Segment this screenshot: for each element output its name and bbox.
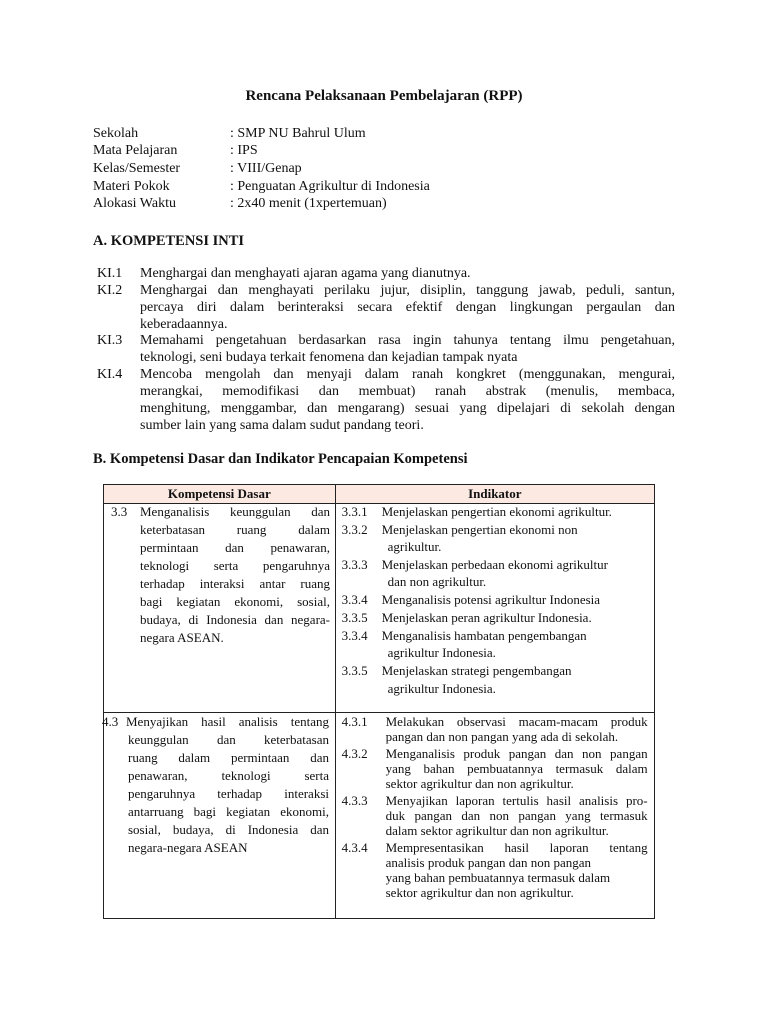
kd-cell	[104, 713, 336, 919]
indicator-code: 3.3.5	[341, 610, 368, 625]
info-value-kelas-semester: : VIII/Genap	[230, 161, 302, 176]
kd-text-line: Menyajikan hasil analisis tentang	[126, 714, 329, 729]
kd-text-line: teknologi serta pengaruhnya	[140, 558, 330, 573]
document-title: Rencana Pelaksanaan Pembelajaran (RPP)	[245, 88, 523, 104]
indicator-code: 3.3.2	[341, 522, 368, 537]
indicator-text: dan non agrikultur.	[387, 574, 487, 589]
kd-text-line: bagi kegiatan ekonomi, sosial,	[140, 594, 330, 609]
indicator-text: Menganalisis produk pangan dan non pangan	[385, 746, 648, 761]
indicator-text: yang bahan pembuatannya termasuk dalam	[385, 761, 648, 776]
competency-table	[103, 484, 655, 919]
kd-text-line: budaya, di Indonesia dan negara-	[140, 612, 330, 627]
kd-text-line: sosial, budaya, di Indonesia dan	[128, 822, 329, 837]
kd-text-line: keunggulan dan keterbatasan	[128, 732, 329, 747]
indicator-text: dalam sektor agrikultur dan non agrikultur.	[385, 823, 609, 838]
indicator-text: Menjelaskan perbedaan ekonomi agrikultur	[381, 557, 608, 572]
indicator-text: agrikultur Indonesia.	[387, 645, 496, 660]
kd-text-line: antarruang bagi kegiatan ekonomi,	[128, 804, 329, 819]
info-value-sekolah: : SMP NU Bahrul Ulum	[230, 126, 366, 141]
indicator-code: 3.3.5	[341, 663, 368, 678]
info-key-alokasi-waktu: Alokasi Waktu	[93, 196, 176, 211]
indicator-code: 3.3.3	[341, 557, 368, 572]
kd-cell	[104, 504, 336, 713]
ki-code: KI.2	[97, 283, 123, 298]
kd-text-line: permintaan dan penawaran,	[140, 540, 330, 555]
indicator-text: yang bahan pembuatannya termasuk dalam	[385, 870, 611, 885]
ki-text-line: Menghargai dan menghayati ajaran agama yang dianutnya.	[140, 266, 471, 281]
indicator-cell	[335, 713, 654, 919]
indicator-code: 4.3.1	[341, 714, 368, 729]
indicator-text: pangan dan non pangan yang ada di sekolah.	[385, 729, 619, 744]
indicator-text: Menjelaskan pengertian ekonomi agrikultur.	[381, 504, 612, 519]
kd-text-line: penawaran, teknologi serta	[128, 768, 329, 783]
kd-text-line: ruang dalam permintaan dan	[128, 750, 329, 765]
info-key-mata-pelajaran: Mata Pelajaran	[93, 143, 178, 158]
section-a-heading: A. KOMPETENSI INTI	[93, 233, 245, 249]
indicator-code: 3.3.4	[341, 628, 368, 643]
indicator-text: sektor agrikultur dan non agrikultur.	[385, 776, 574, 791]
indicator-text: Melakukan observasi macam-macam produk	[385, 714, 648, 729]
info-value-mata-pelajaran: : IPS	[230, 143, 258, 158]
indicator-text: Mempresentasikan hasil laporan tentang	[385, 840, 648, 855]
indicator-text: Menjelaskan peran agrikultur Indonesia.	[381, 610, 592, 625]
indicator-text: agrikultur.	[387, 539, 442, 554]
ki-text-line: menghitung, menggambar, dan mengarang) sesuai yang dipelajari di sekolah dengan	[140, 401, 675, 416]
info-value-alokasi-waktu: : 2x40 menit (1xpertemuan)	[230, 196, 387, 211]
indicator-text: sektor agrikultur dan non agrikultur.	[385, 885, 574, 900]
kd-text-line: negara-negara ASEAN	[128, 840, 248, 855]
header-indikator: Indikator	[335, 485, 654, 504]
table-row	[104, 713, 655, 919]
indicator-text: Menyajikan laporan tertulis hasil analisis pro-	[385, 793, 648, 808]
indicator-text: Menganalisis potensi agrikultur Indonesia	[381, 592, 601, 607]
ki-text-line: teknologi, seni budaya terkait fenomena dan kejadian tampak nyata	[140, 350, 518, 365]
ki-text-line: keberadaannya.	[140, 317, 228, 332]
indicator-text: Menjelaskan pengertian ekonomi non	[381, 522, 578, 537]
indicator-code: 4.3.3	[341, 793, 368, 808]
indicator-text: analisis produk pangan dan non pangan	[385, 855, 592, 870]
kd-text-line: Menganalisis keunggulan dan	[140, 504, 330, 519]
indicator-code: 3.3.1	[341, 504, 368, 519]
ki-text-line: merangkai, memodifikasi dan membuat) ranah abstrak (menulis, membaca,	[140, 384, 675, 399]
ki-text-line: Memahami pengetahuan berdasarkan rasa ingin tahunya tentang ilmu pengetahuan,	[140, 333, 675, 348]
info-key-materi-pokok: Materi Pokok	[93, 179, 170, 194]
kd-text-line: terhadap interaksi antar ruang	[140, 576, 330, 591]
indicator-text: Menjelaskan strategi pengembangan	[381, 663, 572, 678]
ki-code: KI.1	[97, 266, 123, 281]
ki-text-line: percaya diri dalam berinteraksi secara efektif dengan lingkungan pergaulan dan	[140, 300, 675, 315]
table-header-row	[104, 485, 655, 504]
section-b-heading: B. Kompetensi Dasar dan Indikator Pencapaian Kompetensi	[93, 451, 468, 467]
indicator-code: 4.3.4	[341, 840, 368, 855]
indicator-text: duk pangan dan non pangan yang termasuk	[385, 808, 648, 823]
kd-code: 3.3	[111, 504, 128, 519]
kd-text-line: pengaruhnya terhadap interaksi	[128, 786, 329, 801]
header-kompetensi-dasar: Kompetensi Dasar	[104, 485, 336, 504]
table-row	[104, 504, 655, 713]
indicator-code: 4.3.2	[341, 746, 368, 761]
info-value-materi-pokok: : Penguatan Agrikultur di Indonesia	[230, 179, 430, 194]
indicator-text: Menganalisis hambatan pengembangan	[381, 628, 587, 643]
ki-text-line: Menghargai dan menghayati perilaku jujur, disiplin, tanggung jawab, peduli, santun,	[140, 283, 675, 298]
kd-text-line: keterbatasan ruang dalam	[140, 522, 330, 537]
indicator-text: agrikultur Indonesia.	[387, 681, 496, 696]
kd-text-line: negara ASEAN.	[140, 630, 224, 645]
ki-code: KI.4	[97, 367, 123, 382]
indicator-cell	[335, 504, 654, 713]
ki-code: KI.3	[97, 333, 123, 348]
info-key-kelas-semester: Kelas/Semester	[93, 161, 181, 176]
indicator-code: 3.3.4	[341, 592, 368, 607]
info-key-sekolah: Sekolah	[93, 126, 139, 141]
kd-code: 4.3	[102, 714, 119, 729]
ki-text-line: Mencoba mengolah dan menyaji dalam ranah kongkret (menggunakan, mengurai,	[140, 367, 675, 382]
ki-text-line: sumber lain yang sama dalam sudut pandang teori.	[140, 418, 424, 433]
